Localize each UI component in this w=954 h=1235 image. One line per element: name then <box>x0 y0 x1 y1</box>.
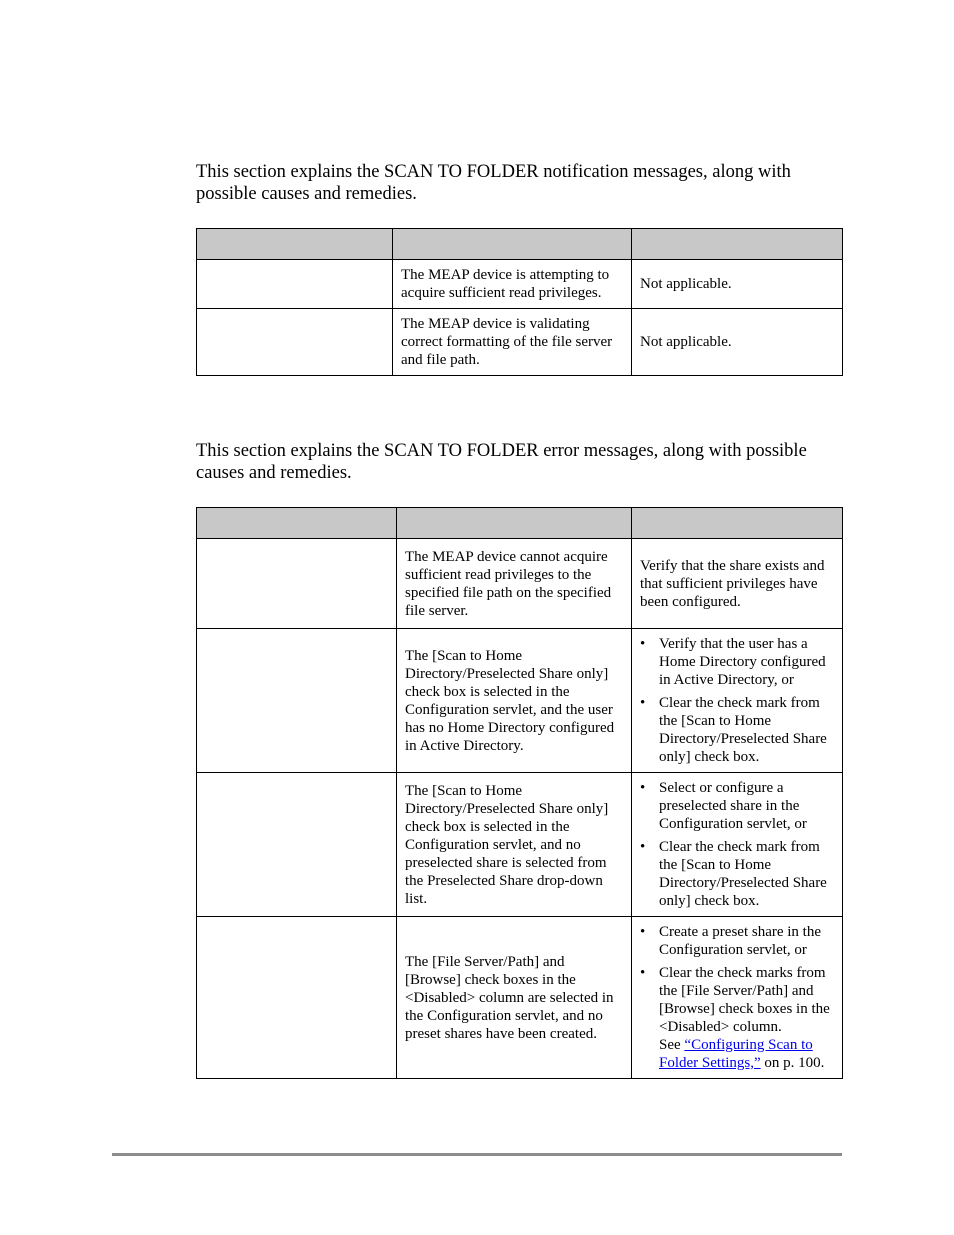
table-row <box>197 539 843 629</box>
remedy-list-item: • Create a preset share in the Configuration servlet, or <box>659 923 834 959</box>
message-cell <box>197 629 397 773</box>
remedy-cell <box>632 917 843 1079</box>
error-messages-table <box>196 507 843 1079</box>
notification-intro: This section explains the SCAN TO FOLDER notification messages, along with possible causes and remedies. <box>196 162 791 204</box>
message-cell <box>197 309 393 376</box>
cause-cell: The [File Server/Path] and [Browse] check boxes in the <Disabled> column are selected in the Configuration servlet, and no preset shares have been created. <box>397 917 632 1079</box>
remedy-list <box>640 779 834 910</box>
header-cell-remedy <box>632 229 843 260</box>
remedy-cell: Not applicable. <box>632 309 843 376</box>
notification-messages-table <box>196 228 843 376</box>
remedy-cell: Verify that the share exists and that sufficient privileges have been configured. <box>632 539 843 629</box>
remedy-cell: Not applicable. <box>632 260 843 309</box>
header-cell-message <box>197 229 393 260</box>
header-cell-cause <box>397 508 632 539</box>
cause-cell: The MEAP device cannot acquire sufficient read privileges to the specified file path on the specified file server. <box>397 539 632 629</box>
remedy-cell <box>632 629 843 773</box>
configuring-scan-link[interactable]: “Configuring Scan to Folder Settings,” <box>659 1037 813 1071</box>
table-row <box>197 773 843 917</box>
remedy-list-item <box>659 964 834 1072</box>
table-row <box>197 917 843 1079</box>
header-cell-message <box>197 508 397 539</box>
message-cell <box>197 539 397 629</box>
cause-cell: The [Scan to Home Directory/Preselected Share only] check box is selected in the Configuration servlet, and the user has no Home Directory configured in Active Directory. <box>397 629 632 773</box>
see-prefix: See <box>659 1037 685 1053</box>
table-header-row <box>197 508 843 539</box>
message-cell <box>197 917 397 1079</box>
see-suffix: on p. 100. <box>760 1055 825 1071</box>
header-cell-cause <box>393 229 632 260</box>
cause-cell: The MEAP device is validating correct formatting of the file server and file path. <box>393 309 632 376</box>
remedy-list-item: • Verify that the user has a Home Directory configured in Active Directory, or <box>659 635 834 689</box>
remedy-list <box>640 923 834 1072</box>
table-row <box>197 629 843 773</box>
cause-cell: The MEAP device is attempting to acquire sufficient read privileges. <box>393 260 632 309</box>
remedy-list <box>640 635 834 766</box>
footer-divider <box>112 1153 842 1156</box>
remedy-cell <box>632 773 843 917</box>
table-header-row <box>197 229 843 260</box>
remedy-list-item: • Select or configure a preselected share in the Configuration servlet, or <box>659 779 834 833</box>
error-intro: This section explains the SCAN TO FOLDER error messages, along with possible causes and remedies. <box>196 441 807 483</box>
remedy-list-item: • Clear the check mark from the [Scan to Home Directory/Preselected Share only] check box. <box>659 838 834 910</box>
table-row <box>197 309 843 376</box>
cause-cell: The [Scan to Home Directory/Preselected Share only] check box is selected in the Configuration servlet, and no preselected share is selected from the Preselected Share drop-down list. <box>397 773 632 917</box>
table-row <box>197 260 843 309</box>
remedy-text: Clear the check marks from the [File Server/Path] and [Browse] check boxes in the <Disabled> column. <box>659 965 830 1035</box>
header-cell-remedy <box>632 508 843 539</box>
message-cell <box>197 773 397 917</box>
message-cell <box>197 260 393 309</box>
remedy-list-item: • Clear the check mark from the [Scan to Home Directory/Preselected Share only] check box. <box>659 694 834 766</box>
